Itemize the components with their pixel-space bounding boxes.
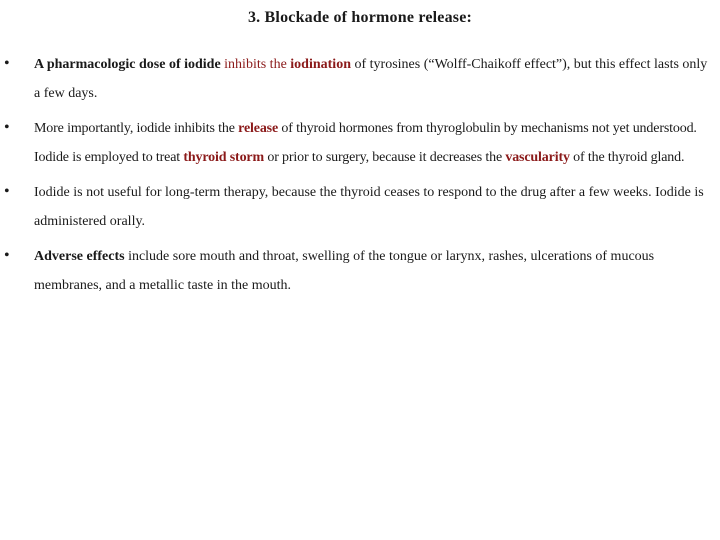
seg: release: [238, 121, 279, 136]
seg: More importantly, iodide inhibits the: [34, 121, 239, 136]
seg: thyroid storm: [183, 150, 264, 165]
bullet-dot-icon: •: [4, 119, 10, 136]
seg: Iodide is not useful for long-term therapy, because the thyroid ceases to respond to the drug after a few weeks. Iodide is administered orally.: [34, 185, 704, 229]
seg: Adverse effects: [34, 249, 125, 264]
seg: A pharmacologic dose of iodide: [34, 57, 221, 72]
seg: inhibits the: [220, 57, 291, 72]
bullet-item-1: [0, 50, 720, 108]
seg: of thyroid hormones from thyroglobulin by mechanisms not yet understood. Iodide is employed to treat: [34, 121, 697, 165]
seg: iodination: [290, 57, 351, 72]
bullet-item-4: [0, 242, 720, 300]
slide-title: 3. Blockade of hormone release:: [247, 9, 473, 26]
bullet-list: [0, 50, 720, 306]
bullet-dot-icon: •: [4, 183, 10, 200]
bullet-item-3: [0, 178, 720, 236]
seg: of the thyroid gland.: [569, 150, 685, 165]
bullet-dot-icon: •: [4, 247, 10, 264]
seg: of tyrosines (“Wolff-Chaikoff effect”), but this effect lasts only a few days.: [34, 57, 708, 101]
seg: vascularity: [505, 150, 570, 165]
seg: include sore mouth and throat, swelling of the tongue or larynx, rashes, ulcerations of mucous membranes, and a metallic taste in the mouth.: [34, 249, 655, 293]
seg: or prior to surgery, because it decreases the: [264, 150, 506, 165]
bullet-dot-icon: •: [4, 55, 10, 72]
bullet-item-2: [0, 114, 720, 172]
